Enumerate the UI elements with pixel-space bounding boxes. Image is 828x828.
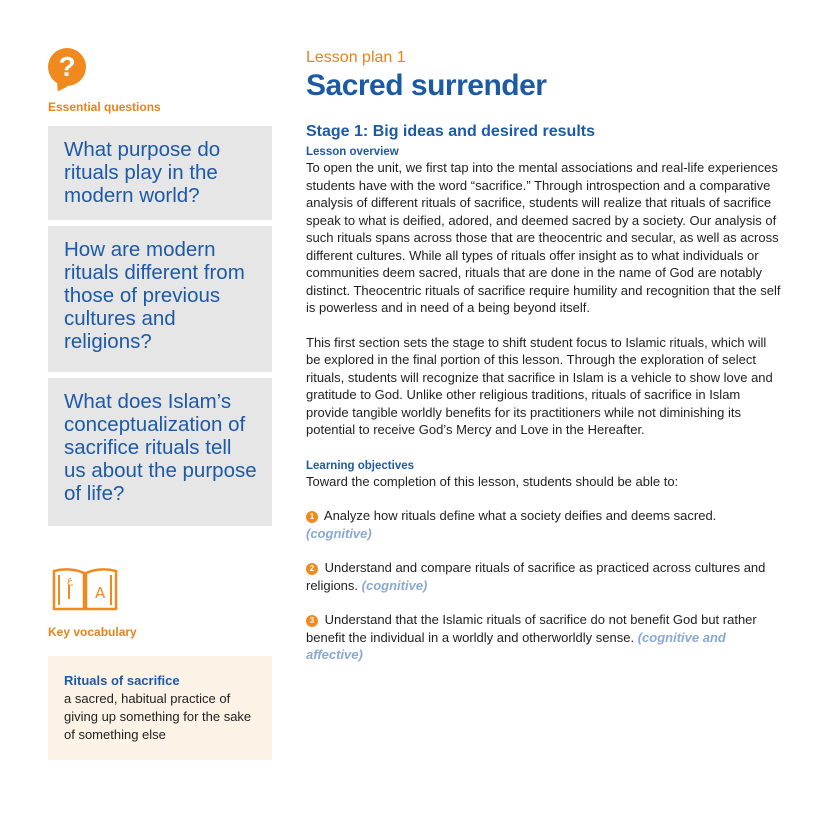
- page-title: Sacred surrender: [306, 69, 547, 102]
- objective-text: Analyze how rituals define what a society deifies and deems sacred.: [323, 508, 717, 523]
- lesson-overview-label: Lesson overview: [306, 146, 399, 158]
- sidebar: [48, 48, 272, 86]
- book-letter-a: A: [95, 584, 106, 602]
- number-badge-2: 2: [306, 563, 318, 575]
- objective-tag: (cognitive): [361, 577, 428, 593]
- open-book-icon: [50, 565, 120, 618]
- essential-question-2: How are modern rituals different from those of previous cultures and religions?: [48, 226, 272, 372]
- vocab-term: Rituals of sacrifice: [64, 673, 180, 688]
- overview-paragraph-2: This first section sets the stage to shift student focus to Islamic rituals, which will be explored in the final portion of this lesson. Through the exploration of select rituals, students will recognize that sacrifice in Islam is a vehicle to show love and gratitude to God. Unlike other religious traditions, rituals of sacrifice in Islam provide tangible worldly benefits for its practitioners while not diminishing its potential to receive God’s Mercy and Love in the Hereafter.: [306, 334, 773, 437]
- essential-questions-label: Essential questions: [48, 100, 161, 114]
- objective-tag: (cognitive): [306, 525, 372, 541]
- objective-3: [306, 611, 784, 664]
- objective-tag: (cognitive and affective): [306, 629, 726, 662]
- number-badge-1: 1: [306, 511, 318, 523]
- essential-question-3: What does Islam’s conceptualization of sacrifice rituals tell us about the purpose of life?: [48, 378, 272, 526]
- main-content: [306, 48, 784, 664]
- objectives-intro: Toward the completion of this lesson, students should be able to:: [306, 473, 679, 489]
- number-badge-3: 3: [306, 615, 318, 627]
- stage-heading: Stage 1: Big ideas and desired results: [306, 123, 595, 140]
- question-mark-icon: ?: [48, 48, 86, 86]
- learning-objectives-label: Learning objectives: [306, 459, 415, 472]
- key-vocabulary-label: Key vocabulary: [48, 625, 137, 639]
- vocab-definition: a sacred, habitual practice of giving up something for the sake of something else: [64, 691, 252, 742]
- objective-2: [306, 559, 784, 594]
- objective-text: Understand and compare rituals of sacrifice as practiced across cultures and religions.: [306, 560, 766, 593]
- objective-text: Understand that the Islamic rituals of sacrifice do not benefit God but rather benefit the individual in a worldly and otherworldly sense.: [306, 612, 757, 645]
- overview-paragraph-1: To open the unit, we first tap into the mental associations and real-life experiences students have with the word “sacrifice.” Through introspection and a comparative analysis of different rituals of sacrifice, students will realize that rituals of sacrifice speak to what is deified, adored, and deemed sacred by a society. Our analysis of such rituals spans across those that are theocentric and secular, as well as across different cultures. While all types of rituals offer insight as to what individuals or communities deem sacred, rituals that are done in the name of God are notably distinct. Theocentric rituals of sacrifice require humility and recognition that the self is powerless and in need of a being beyond itself.: [306, 160, 781, 315]
- book-arabic-letter: ع: [67, 575, 73, 586]
- lesson-label: Lesson plan 1: [306, 49, 406, 66]
- vocabulary-card: [48, 656, 272, 760]
- essential-question-1: What purpose do rituals play in the modern world?: [48, 126, 272, 220]
- objective-1: [306, 507, 784, 542]
